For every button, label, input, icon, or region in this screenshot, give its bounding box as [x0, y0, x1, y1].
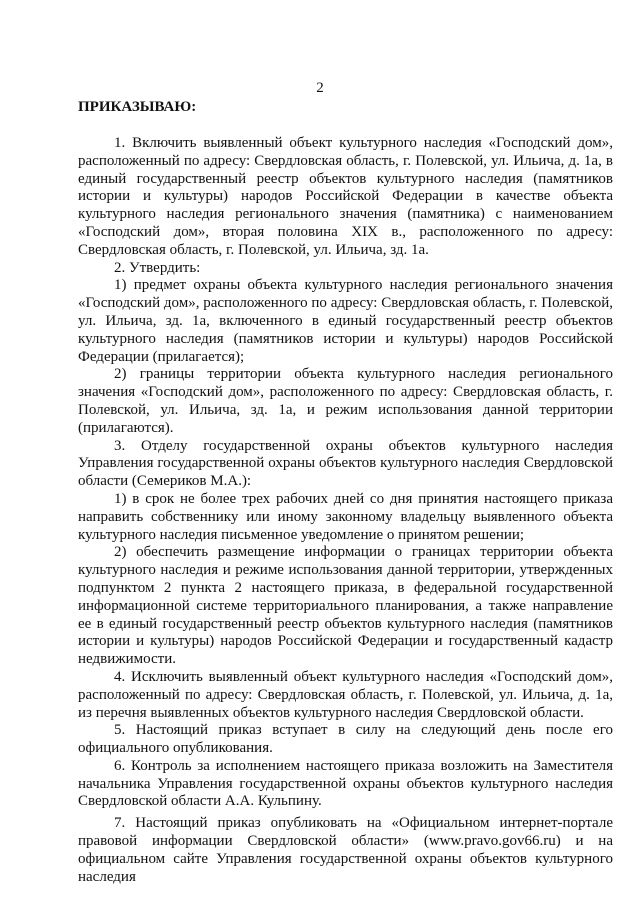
- paragraph-subitem-2-2: 2) границы территории объекта культурного наследия регионального значения «Господский дом», расположенного по адресу: Свердловская область, г. Полевской, ул. Ильича, зд. 1а, и режим использования данной территории (прилагаются).: [78, 366, 613, 436]
- paragraph-item-1: 1. Включить выявленный объект культурного наследия «Господский дом», расположенный по адресу: Свердловская область, г. Полевской, ул. Ильича, д. 1а, в единый государственный реестр объектов культурного наследия (памятников истории и культуры) народов Российской Федерации в качестве объекта культурного наследия регионального значения (памятника) с наименованием «Господский дом», вторая половина XIX в., расположенного по адресу: Свердловская область, г. Полевской, ул. Ильича, зд. 1а.: [78, 135, 613, 258]
- paragraph-item-2: 2. Утвердить:: [114, 259, 201, 276]
- page-number: 2: [316, 80, 324, 96]
- paragraph-item-3: 3. Отделу государственной охраны объектов культурного наследия Управления государственной охраны объектов культурного наследия Свердловской области (Семериков М.А.):: [78, 437, 613, 490]
- paragraph-item-4: 4. Исключить выявленный объект культурного наследия «Господский дом», расположенный по адресу: Свердловская область, г. Полевской, ул. Ильича, д. 1а, из перечня выявленных объектов культурного наследия Свердловской области.: [78, 668, 613, 721]
- order-body: [78, 135, 613, 886]
- order-heading: ПРИКАЗЫВАЮ:: [78, 99, 197, 115]
- paragraph-item-6: 6. Контроль за исполнением настоящего приказа возложить на Заместителя начальника Управления государственной охраны объектов культурного наследия Свердловской области А.А. Кульпину.: [78, 757, 613, 810]
- paragraph-item-5: 5. Настоящий приказ вступает в силу на следующий день после его официального опубликования.: [78, 722, 613, 757]
- paragraph-item-7: 7. Настоящий приказ опубликовать на «Официальном интернет-портале правовой информации Свердловской области» (www.pravo.gov66.ru) и на официальном сайте Управления государственной охраны объектов культурного наследия: [78, 815, 613, 885]
- paragraph-subitem-3-2: 2) обеспечить размещение информации о границах территории объекта культурного наследия и режиме использования данной территории, утвержденных подпунктом 2 пункта 2 настоящего приказа, в федеральной государственной информационной системе территориального планирования, а также направление ее в единый государственный реестр объектов культурного наследия (памятников истории и культуры) народов Российской Федерации и государственный кадастр недвижимости.: [78, 544, 613, 668]
- paragraph-subitem-2-1: 1) предмет охраны объекта культурного наследия регионального значения «Господский дом», расположенного по адресу: Свердловская область, г. Полевской, ул. Ильича, зд. 1а, включенного в единый государственный реестр объектов культурного наследия (памятников истории и культуры) народов Российской Федерации (прилагается);: [78, 277, 613, 365]
- paragraph-subitem-3-1: 1) в срок не более трех рабочих дней со дня принятия настоящего приказа направить собственнику или иному законному владельцу выявленного объекта культурного наследия письменное уведомление о принятом решении;: [78, 490, 613, 543]
